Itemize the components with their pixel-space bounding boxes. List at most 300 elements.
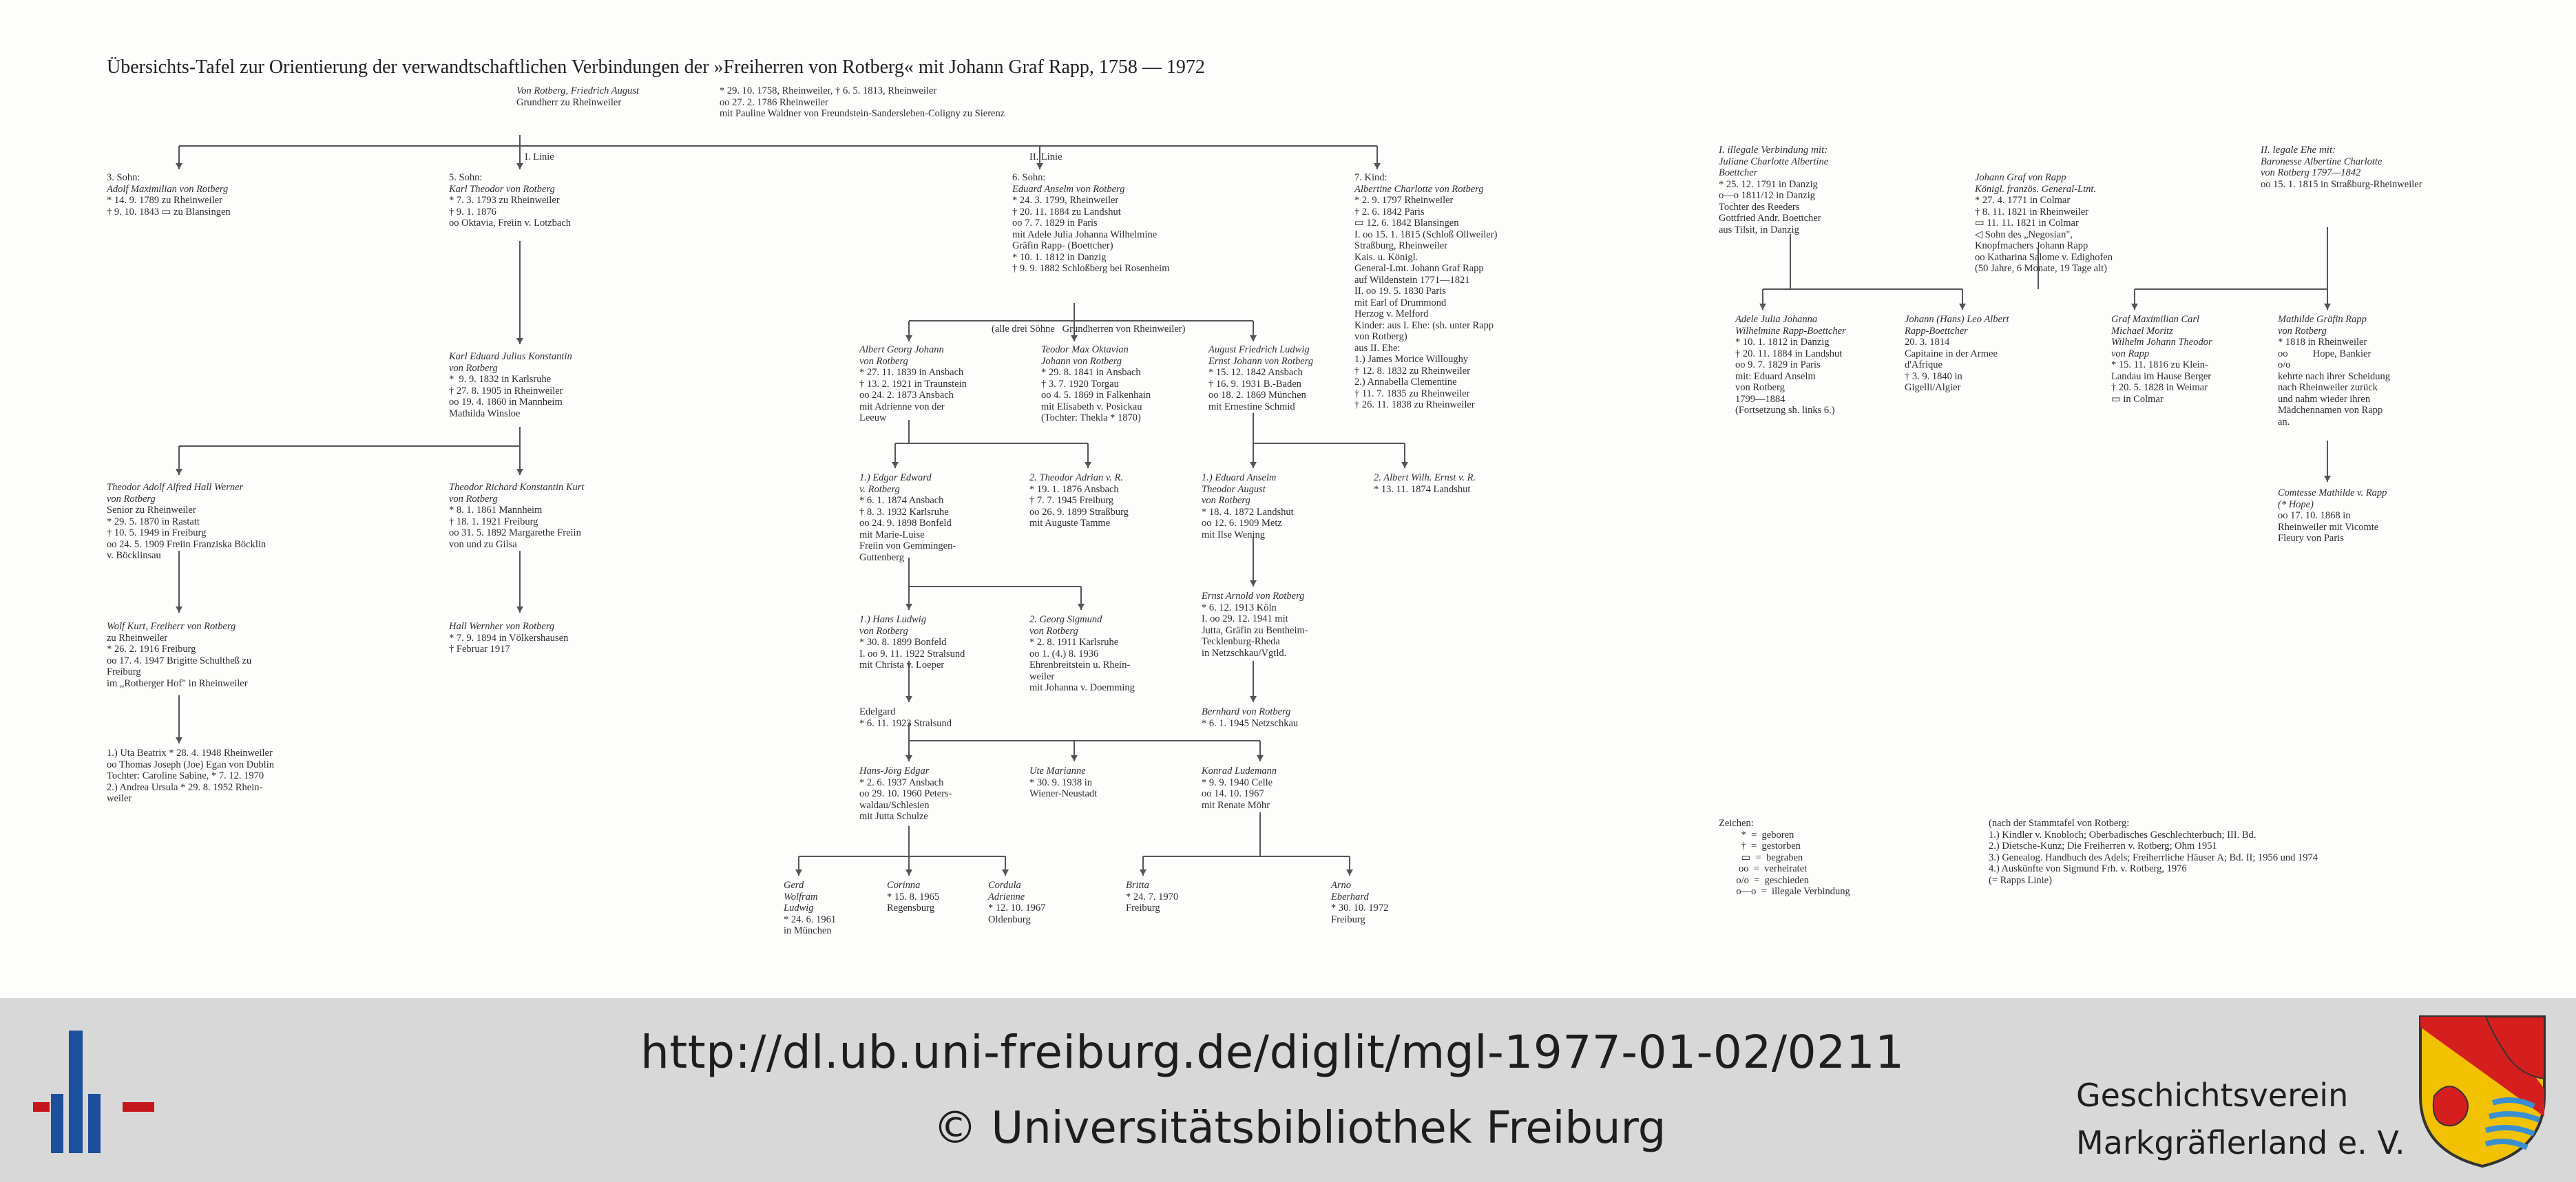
person-detail: * 26. 2. 1916 Freiburg [107,644,196,655]
person-heading: 5. Sohn: [449,172,483,183]
person-name: von Rotberg [449,493,498,505]
person-detail: Gottfried Andr. Boettcher [1719,213,1821,224]
person-detail: auf Wildenstein 1771—1821 [1354,274,1470,286]
source-line: (= Rapps Linie) [1989,874,2052,886]
person-name: Britta [1126,880,1149,891]
person-detail: oo 15. 1. 1815 in Straßburg-Rheinweiler [2261,178,2422,190]
person-detail: † 10. 5. 1949 in Freiburg [107,527,207,538]
person-name: Ernst Johann von Rotberg [1208,355,1314,367]
person-name: Wilhelmine Rapp-Boettcher [1735,325,1846,337]
person-detail: † 3. 7. 1920 Torgau [1041,378,1119,390]
person-detail: ▭ 11. 11. 1821 in Colmar [1975,218,2079,229]
person-detail: * 24. 3. 1799, Rheinweiler [1012,195,1119,206]
person-name: Rapp-Boettcher [1905,325,1968,337]
person-detail: Leeuw [859,412,887,423]
person-detail: Freiin von Gemmingen- [859,540,956,551]
person-detail: oo Thomas Joseph (Joe) Egan von Dublin [107,759,274,770]
person-detail: † 13. 2. 1921 in Traunstein [859,378,967,390]
arrowhead [176,737,182,743]
person-detail: † Februar 1917 [449,644,510,655]
person-detail: weiler [1029,671,1055,682]
person-detail: mit Marie-Luise [859,529,925,540]
person-name: Albertine Charlotte von Rotberg [1354,183,1484,195]
person-detail: nach Rheinweiler zurück [2278,382,2378,393]
person-detail: im „Rotberger Hof" in Rheinweiler [107,677,248,689]
person-detail: oo 24. 5. 1909 Freiin Franziska Böcklin [107,538,266,550]
person-name: Comtesse Mathilde v. Rapp [2278,487,2387,498]
person-detail: (50 Jahre, 6 Monate, 19 Tage alt) [1975,263,2107,274]
person-detail: * 2. 8. 1911 Karlsruhe [1029,637,1119,648]
person-name: Eberhard [1331,891,1369,903]
person-detail: I. oo 15. 1. 1815 (Schloß Ollweiler) [1354,229,1498,240]
person-name: Ute Marianne [1029,766,1086,777]
person-detail: * 6. 1. 1874 Ansbach [859,495,944,506]
source-line: 4.) Auskünfte von Sigmund Frh. v. Rotberg, 1976 [1989,863,2187,874]
person-name: von Rotberg [1029,625,1078,637]
person-detail: † 8. 11. 1821 in Rheinweiler [1975,206,2088,218]
arrowhead [516,163,523,169]
person-name: 2. Theodor Adrian v. R. [1029,472,1124,483]
person-name: Johann von Rotberg [1041,355,1122,367]
arrowhead [516,338,523,344]
person-name: Eduard Anselm von Rotberg [1012,183,1125,195]
arrowhead [1002,869,1009,876]
arrowhead [2324,304,2331,310]
arrowhead [1250,335,1257,341]
person-uta [107,748,274,805]
person-name: Bernhard von Rotberg [1202,706,1291,717]
person-name: Boettcher [1719,167,1758,178]
person-detail: * 6. 1. 1945 Netzschkau [1202,717,1299,729]
person-heading: I. illegale Verbindung mit: [1719,145,1828,156]
person-detail: Tecklenburg-Rheda [1202,636,1280,647]
person-name: (* Hope) [2278,498,2314,510]
person-detail: Jutta, Gräfin zu Bentheim- [1202,624,1308,636]
person-eduard-anselm2 [1202,472,1294,540]
person-detail: o—o 1811/12 in Danzig [1719,190,1816,201]
person-detail: 1.) Uta Beatrix * 28. 4. 1948 Rheinweiler [107,748,273,759]
person-detail: * 1818 in Rheinweiler [2278,337,2367,348]
person-name: Adolf Maximilian von Rotberg [107,183,229,195]
person-detail: * 7. 3. 1793 zu Rheinweiler [449,195,560,206]
person-detail: Capitaine in der Armee [1905,348,1998,359]
legend-item: † = gestorben [1719,841,1801,852]
person-detail: oo Katharina Salome v. Edighofen [1975,251,2113,263]
person-albert-wilh [1374,472,1476,495]
person-maximilian [2111,314,2212,405]
sources-note [1989,818,2318,886]
person-comtesse [2278,487,2387,545]
person-name: Baronesse Albertine Charlotte [2261,156,2383,167]
person-detail: 2.) Annabella Clementine [1354,377,1457,388]
person-name: von Rapp [2111,348,2150,359]
person-detail: * 27. 11. 1839 in Ansbach [859,367,964,378]
person-name: von Rotberg [859,625,908,637]
person-heading: 6. Sohn: [1012,172,1046,183]
person-teodor-max [1041,344,1151,424]
arrowhead [905,755,912,761]
arrowhead [892,462,899,468]
person-albertine [1354,172,1497,411]
arrowhead [1250,462,1257,468]
person-name: Theodor Adolf Alfred Hall Werner [107,482,244,493]
person-detail: mit Jutta Schulze [859,811,928,822]
legend-item: * = geboren [1719,829,1794,841]
person-konrad [1202,766,1277,811]
person-detail: Fleury von Paris [2278,533,2344,544]
person-detail: General-Lmt. Johann Graf Rapp [1354,263,1484,274]
person-corinna [887,880,939,914]
person-detail: Senior zu Rheinweiler [107,505,196,516]
person-name: von Rotberg [1202,495,1250,506]
person-detail: * 30. 10. 1972 [1331,903,1389,914]
person-detail: in München [784,925,832,936]
person-detail: * 15. 12. 1842 Ansbach [1208,367,1303,378]
person-detail: oo 17. 4. 1947 Brigitte Schultheß zu [107,655,252,666]
person-theodor-richard [449,482,584,550]
person-detail: Freiburg [107,666,141,677]
person-detail: 1799—1884 [1735,393,1786,405]
person-detail: * 7. 9. 1894 in Völkershausen [449,632,569,644]
person-detail: II. oo 19. 5. 1830 Paris [1354,286,1446,297]
person-detail: 2.) Andrea Ursula * 29. 8. 1952 Rhein- [107,781,263,793]
person-name: Michael Moritz [2111,325,2173,337]
person-detail: mit Auguste Tamme [1029,518,1111,529]
person-detail: aus Tilsit, in Danzig [1719,224,1799,235]
person-detail: oo 7. 7. 1829 in Paris [1012,218,1098,229]
person-detail: Wiener-Neustadt [1029,788,1098,799]
person-detail: Guttenberg [859,551,904,563]
legend [1719,818,1850,898]
person-detail: † 26. 11. 1838 zu Rheinweiler [1354,399,1475,410]
person-hans-ludwig [859,614,965,671]
person-name: Juliane Charlotte Albertine [1719,156,1829,167]
person-detail: mit Earl of Drummond [1354,297,1447,308]
person-detail: ▭ in Colmar [2111,393,2164,405]
arrowhead [2131,304,2138,310]
source-line: (nach der Stammtafel von Rotberg: [1989,818,2130,829]
legend-item: oo = verheiratet [1719,863,1808,874]
person-ute [1029,766,1097,800]
person-detail: oo 12. 6. 1909 Metz [1202,518,1282,529]
branch-label-line2: II. Linie [1029,151,1062,162]
person-detail: * 8. 1. 1861 Mannheim [449,505,543,516]
arrowhead [176,469,182,475]
legend-item: o—o = illegale Verbindung [1719,886,1850,897]
arrowhead [1346,869,1353,876]
person-detail: * 15. 11. 1816 zu Klein- [2111,359,2208,370]
footer-copyright: © Universitätsbibliothek Freiburg [933,1103,1666,1154]
person-name: Karl Eduard Julius Konstantin [449,351,572,362]
person-albertine2 [2261,145,2422,190]
person-detail: * 24. 7. 1970 [1126,891,1179,903]
person-detail: d'Afrique [1905,359,1943,370]
person-name: 1.) Eduard Anselm [1202,472,1277,483]
person-detail: † 2. 6. 1842 Paris [1354,206,1425,218]
person-detail: † 20. 11. 1884 zu Landshut [1012,206,1121,218]
person-name: Hall Wernher von Rotberg [449,621,555,632]
arrowhead [516,606,523,613]
person-detail: mit Elisabeth v. Posickau [1041,401,1142,412]
person-detail: Kinder: aus I. Ehe: (sh. unter Rapp [1354,319,1494,331]
person-name: 2. Georg Sigmund [1029,614,1102,625]
arrowhead [1085,462,1091,468]
person-hall-wernher [449,621,568,655]
person-detail: mit Ernestine Schmid [1208,401,1295,412]
arrowhead [905,604,912,610]
person-detail: * 30. 9. 1938 in [1029,777,1093,788]
arrowhead [905,696,912,702]
ub-freiburg-logo-icon [33,1031,161,1153]
person-detail: * 30. 8. 1899 Bonfeld [859,637,947,648]
person-detail: Freiburg [1126,903,1160,914]
person-name: August Friedrich Ludwig [1208,344,1310,355]
person-name: Ludwig [784,903,814,914]
association-name-line1: Geschichtsverein [2076,1077,2349,1114]
root-details [720,85,1005,120]
person-detail: Landau im Hause Berger [2111,370,2212,382]
person-detail: oo 4. 5. 1869 in Falkenhain [1041,390,1151,401]
source-line: 2.) Dietsche-Kunz; Die Freiherren v. Rotberg; Ohm 1951 [1989,841,2217,852]
person-name: 1.) Edgar Edward [859,472,932,483]
person-detail: Ehrenbreitstein u. Rhein- [1029,659,1131,671]
person-detail: Regensburg [887,903,935,914]
person-name: Königl. französ. General-Ltnt. [1975,183,2097,195]
coat-of-arms-icon [2417,1013,2548,1168]
arrowhead [1374,163,1381,169]
person-detail: * 14. 9. 1789 zu Rheinweiler [107,195,222,206]
person-name: von Rotberg 1797—1842 [2261,167,2361,178]
person-detail: oo 19. 4. 1860 in Mannheim [449,397,563,408]
person-detail: oo 24. 9. 1898 Bonfeld [859,518,952,529]
person-detail: * 2. 9. 1797 Rheinweiler [1354,195,1454,206]
person-detail: * 10. 1. 1812 in Danzig [1012,251,1107,263]
person-detail: * 6. 11. 1923 Stralsund [859,717,952,729]
person-edelgard [859,706,952,729]
person-detail: † 20. 11. 1884 in Landshut [1735,348,1843,359]
person-detail: Herzog v. Melford [1354,308,1429,319]
person-detail: Rheinweiler mit Vicomte [2278,521,2379,533]
person-detail: Mädchennamen von Rapp [2278,405,2383,416]
person-detail: I. oo 9. 11. 1922 Stralsund [859,648,965,659]
person-name: von Rotberg [449,362,498,374]
person-karl [449,172,571,229]
person-adele [1735,314,1846,416]
arrowhead [1071,335,1078,341]
person-name: Wilhelm Johann Theodor [2111,337,2212,348]
person-detail: mit Renate Möhr [1202,799,1270,811]
person-detail: Mathilda Winsloe [449,408,521,419]
person-detail: aus II. Ehe: [1354,342,1401,354]
person-detail: an. [2278,416,2290,428]
person-detail: v. Böcklinsau [107,550,161,561]
arrowhead [176,606,182,613]
legend-item: o/o = geschieden [1719,874,1809,886]
person-detail: mit Adele Julia Johanna Wilhelmine [1012,229,1158,240]
person-detail: † 18. 1. 1921 Freiburg [449,516,538,527]
person-detail: * 19. 1. 1876 Ansbach [1029,483,1119,495]
person-detail: von und zu Gilsa [449,538,517,550]
person-detail: Tochter: Caroline Sabine, * 7. 12. 1970 [107,770,264,781]
person-detail: kehrte nach ihrer Scheidung [2278,370,2391,382]
person-bernhard [1202,706,1298,729]
person-name: von Rotberg [2278,325,2327,337]
person-detail: mit Christa v. Loeper [859,659,945,671]
arrowhead [1140,869,1146,876]
person-detail: * 9. 9. 1832 in Karlsruhe [449,374,552,385]
person-detail: von Rotberg) [1354,331,1407,342]
person-name: v. Rotberg [859,483,900,495]
person-name: Wolfram [784,891,818,903]
person-name: Corinna [887,880,921,891]
source-line: 1.) Kindler v. Knobloch; Oberbadisches Geschlechterbuch; III. Bd. [1989,829,2256,841]
arrowhead [1078,604,1085,610]
root-person [516,85,1005,119]
legend-title: Zeichen: [1719,818,1754,829]
person-detail: von Rotberg [1735,382,1785,393]
person-detail: oo 9. 7. 1829 in Paris [1735,359,1821,370]
person-detail: * 15. 8. 1965 [887,891,940,903]
person-adolf [107,172,231,218]
person-heading: II. legale Ehe mit: [2261,145,2336,156]
person-britta [1126,880,1178,914]
arrowhead [1036,163,1043,169]
person-name: Theodor Richard Konstantin Kurt [449,482,585,493]
root-detail-line: mit Pauline Waldner von Freundstein-Sandersleben-Coligny zu Sierenz [720,108,1005,119]
person-detail: * 29. 5. 1870 in Rastatt [107,516,200,527]
person-detail: † 7. 7. 1945 Freiburg [1029,495,1114,506]
person-wolf [107,621,251,689]
person-detail: * 25. 12. 1791 in Danzig [1719,178,1818,190]
person-detail: oo 14. 10. 1967 [1202,788,1264,799]
person-name: Johann (Hans) Leo Albert [1905,314,2009,325]
person-detail: und nahm wieder ihren [2278,393,2371,405]
arrowhead [1401,462,1408,468]
root-line: Grundherr zu Rheinweiler [516,96,622,108]
person-detail: mit Johanna v. Doemming [1029,682,1135,693]
person-eduard [1012,172,1170,275]
person-detail: Oldenburg [988,914,1031,925]
arrowhead [1250,580,1257,587]
arrowhead [1250,696,1257,702]
person-detail: Straßburg, Rheinweiler [1354,240,1448,251]
person-detail: † 16. 9. 1931 B.-Baden [1208,378,1301,390]
person-detail: oo 18. 2. 1869 München [1208,390,1306,401]
arrowhead [1759,304,1766,310]
person-detail: † 12. 8. 1832 zu Rheinweiler [1354,365,1470,377]
person-albert-georg [859,344,967,424]
person-detail: * 18. 4. 1872 Landshut [1202,506,1294,518]
person-mathilde [2278,314,2390,428]
legend-item: ▭ = begraben [1719,852,1803,863]
person-detail: o/o [2278,359,2291,370]
person-detail: Gigelli/Algier [1905,382,1961,393]
person-detail: * 29. 8. 1841 in Ansbach [1041,367,1141,378]
person-detail: 20. 3. 1814 [1905,337,1950,348]
person-detail: (Tochter: Thekla * 1870) [1041,412,1141,423]
person-name: Graf Maximilian Carl [2111,314,2200,325]
person-name: Teodor Max Oktavian [1041,344,1129,355]
person-name: Theodor August [1202,483,1266,495]
person-august [1208,344,1313,412]
arrowhead [516,469,523,475]
footer-bar [0,998,2576,1182]
person-name: Adele Julia Johanna [1735,314,1818,325]
person-detail: mit Ilse Wening [1202,529,1265,540]
person-gerd [784,880,836,937]
person-name: Gerd [784,880,804,891]
person-theodor-adolf [107,482,266,562]
arrowhead [1257,755,1264,761]
person-name: Wolf Kurt, Freiherr von Rotberg [107,621,236,632]
person-detail: oo 26. 9. 1899 Straßburg [1029,506,1129,518]
person-rapp [1975,172,2113,275]
root-name: Von Rotberg, Friedrich August [516,85,640,96]
arrowhead [2324,476,2331,482]
root-detail-line: * 29. 10. 1758, Rheinweiler, † 6. 5. 1813, Rheinweiler [720,85,937,96]
person-arno [1331,880,1388,925]
footer-url[interactable]: http://dl.ub.uni-freiburg.de/diglit/mgl-1977-01-02/0211 [640,1026,1905,1079]
person-name: Ernst Arnold von Rotberg [1202,591,1305,602]
person-detail: ◁ Sohn des „Negosian", [1975,229,2073,240]
person-detail: weiler [107,793,132,804]
arrowhead [1071,755,1078,761]
person-theodor-adrian [1029,472,1129,529]
person-juliane [1719,145,1828,235]
person-detail: * 27. 4. 1771 in Colmar [1975,195,2071,206]
person-detail: oo Oktavia, Freiin v. Lotzbach [449,218,572,229]
person-name: von Rotberg [859,355,908,367]
person-name: von Rotberg [107,493,156,505]
document-title: Übersichts-Tafel zur Orientierung der verwandtschaftlichen Verbindungen der »Freiherren von Rotberg« mit Johann Graf Rapp, 1758 — 1972 [107,56,1205,78]
person-detail: oo 29. 10. 1960 Peters- [859,788,952,799]
source-line: 3.) Genealog. Handbuch des Adels; Freiherrliche Häuser A; Bd. II; 1956 und 1974 [1989,852,2318,863]
person-detail: † 8. 3. 1932 Karlsruhe [859,506,949,518]
person-detail: † 27. 8. 1905 in Rheinweiler [449,385,563,397]
person-detail: * 2. 6. 1937 Ansbach [859,777,944,788]
arrowhead [176,163,182,169]
person-detail: Gräfin Rapp- (Boettcher) [1012,240,1113,251]
person-name: Karl Theodor von Rotberg [449,183,555,195]
person-karl-eduard [449,351,572,419]
person-detail: oo 1. (4.) 8. 1936 [1029,648,1099,659]
person-detail: * 12. 10. 1967 [988,903,1046,914]
person-detail: † 9. 10. 1843 ▭ zu Blansingen [107,206,231,218]
person-name: Mathilde Gräfin Rapp [2278,314,2367,325]
person-name: 2. Albert Wilh. Ernst v. R. [1374,472,1476,483]
person-name: Johann Graf von Rapp [1975,172,2066,183]
person-detail: (Fortsetzung sh. links 6.) [1735,405,1835,416]
person-name: Arno [1331,880,1351,891]
person-detail: * 6. 12. 1913 Köln [1202,602,1277,613]
person-detail: Edelgard [859,706,896,717]
person-heading: 7. Kind: [1354,172,1388,183]
person-georg [1029,614,1135,694]
person-heading: 3. Sohn: [107,172,140,183]
person-cordula [988,880,1045,925]
person-detail: oo 24. 2. 1873 Ansbach [859,390,954,401]
person-detail: Freiburg [1331,914,1365,925]
arrowhead [795,869,802,876]
arrowhead [905,869,912,876]
person-detail: * 24. 6. 1961 [784,914,837,925]
person-detail: † 20. 5. 1828 in Weimar [2111,382,2208,393]
person-detail: ▭ 12. 6. 1842 Blansingen [1354,218,1459,229]
person-detail: † 9. 1. 1876 [449,206,496,218]
arrowhead [905,335,912,341]
person-detail: oo 17. 10. 1868 in [2278,510,2351,521]
person-detail: Kais. u. Königl. [1354,251,1418,263]
